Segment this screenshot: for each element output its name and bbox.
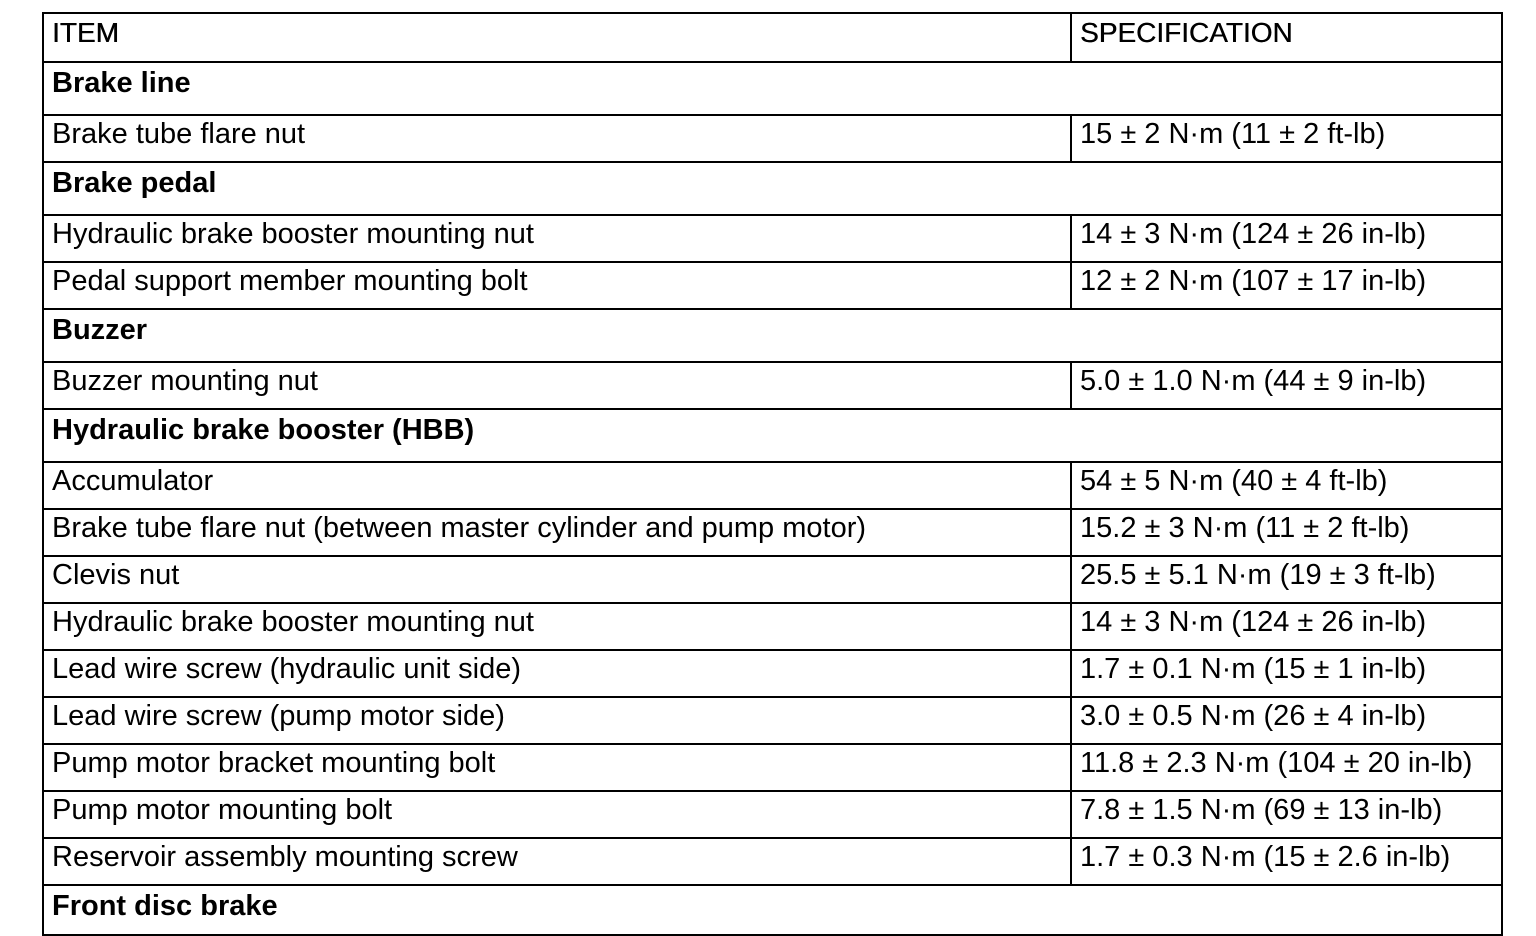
spec-cell: 54 ± 5 N·m (40 ± 4 ft-lb) (1071, 462, 1502, 509)
item-cell: Clevis nut (43, 556, 1071, 603)
section-row (43, 409, 1502, 462)
section-title: Buzzer (43, 309, 1502, 362)
spec-cell: 3.0 ± 0.5 N·m (26 ± 4 in-lb) (1071, 697, 1502, 744)
table-row (43, 603, 1502, 650)
spec-cell: 14 ± 3 N·m (124 ± 26 in-lb) (1071, 215, 1502, 262)
spec-cell: 5.0 ± 1.0 N·m (44 ± 9 in-lb) (1071, 362, 1502, 409)
table-row (43, 838, 1502, 885)
item-cell: Brake tube flare nut (43, 115, 1071, 162)
spec-cell: 11.8 ± 2.3 N·m (104 ± 20 in-lb) (1071, 744, 1502, 791)
section-title: Front disc brake (43, 885, 1502, 935)
table-row (43, 362, 1502, 409)
spec-cell: 7.8 ± 1.5 N·m (69 ± 13 in-lb) (1071, 791, 1502, 838)
spec-cell: 15 ± 2 N·m (11 ± 2 ft-lb) (1071, 115, 1502, 162)
item-cell: Lead wire screw (pump motor side) (43, 697, 1071, 744)
table-row (43, 556, 1502, 603)
table-row (43, 262, 1502, 309)
table-header-row (43, 13, 1502, 62)
section-row (43, 309, 1502, 362)
spec-cell: 25.5 ± 5.1 N·m (19 ± 3 ft-lb) (1071, 556, 1502, 603)
specification-column-header: SPECIFICATION (1071, 13, 1502, 62)
table-row (43, 462, 1502, 509)
section-row (43, 885, 1502, 935)
item-cell: Pedal support member mounting bolt (43, 262, 1071, 309)
table-row (43, 115, 1502, 162)
item-cell: Pump motor mounting bolt (43, 791, 1071, 838)
item-cell: Lead wire screw (hydraulic unit side) (43, 650, 1071, 697)
section-title: Hydraulic brake booster (HBB) (43, 409, 1502, 462)
item-cell: Reservoir assembly mounting screw (43, 838, 1071, 885)
table-row (43, 650, 1502, 697)
section-row (43, 62, 1502, 115)
section-title: Brake pedal (43, 162, 1502, 215)
item-cell: Hydraulic brake booster mounting nut (43, 603, 1071, 650)
item-cell: Accumulator (43, 462, 1071, 509)
table-row (43, 744, 1502, 791)
table-row (43, 791, 1502, 838)
torque-specification-table (42, 12, 1503, 936)
item-cell: Hydraulic brake booster mounting nut (43, 215, 1071, 262)
spec-cell: 12 ± 2 N·m (107 ± 17 in-lb) (1071, 262, 1502, 309)
section-title: Brake line (43, 62, 1502, 115)
spec-cell: 14 ± 3 N·m (124 ± 26 in-lb) (1071, 603, 1502, 650)
spec-cell: 1.7 ± 0.3 N·m (15 ± 2.6 in-lb) (1071, 838, 1502, 885)
item-column-header: ITEM (43, 13, 1071, 62)
item-cell: Buzzer mounting nut (43, 362, 1071, 409)
table-row (43, 215, 1502, 262)
spec-cell: 1.7 ± 0.1 N·m (15 ± 1 in-lb) (1071, 650, 1502, 697)
item-cell: Pump motor bracket mounting bolt (43, 744, 1071, 791)
section-row (43, 162, 1502, 215)
table-row (43, 697, 1502, 744)
spec-cell: 15.2 ± 3 N·m (11 ± 2 ft-lb) (1071, 509, 1502, 556)
table-row (43, 509, 1502, 556)
item-cell: Brake tube flare nut (between master cylinder and pump motor) (43, 509, 1071, 556)
